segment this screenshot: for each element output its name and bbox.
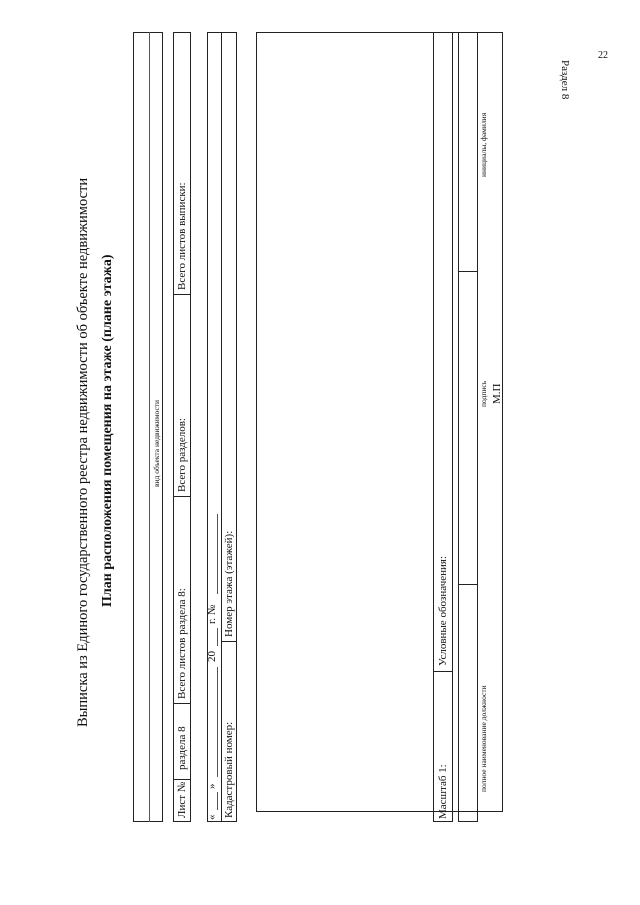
cadastral-box bbox=[207, 32, 237, 822]
sheet-row-divider bbox=[173, 294, 191, 295]
plan-title: План расположения помещения на этаже (плане этажа) bbox=[100, 254, 115, 607]
page-number: 22 bbox=[598, 50, 608, 61]
signature-caption: подпись bbox=[479, 380, 488, 407]
cadastral-divider bbox=[221, 32, 222, 822]
object-type-caption: вид объекта недвижимости bbox=[152, 399, 161, 487]
signature-divider bbox=[458, 584, 478, 585]
sheet-row-divider bbox=[173, 703, 191, 704]
legend-label: Условные обозначения: bbox=[437, 555, 449, 666]
section-label: Раздел 8 bbox=[559, 60, 571, 100]
year-prefix: 20 bbox=[206, 651, 218, 662]
object-type-underline bbox=[149, 32, 150, 822]
position-caption: полное наименование должности bbox=[479, 685, 488, 792]
signature-row bbox=[458, 32, 478, 822]
document-title: Выписка из Единого государственного реестра недвижимости об объекте недвижимости bbox=[75, 177, 91, 727]
scale-legend-row bbox=[433, 32, 453, 822]
signature-divider bbox=[458, 271, 478, 272]
document-frame bbox=[70, 32, 600, 822]
year-number-label: г. № bbox=[206, 604, 218, 624]
scale-label: Масштаб 1: bbox=[437, 764, 449, 819]
total-sections-label: Всего разделов: bbox=[176, 418, 188, 492]
cadastral-column-divider bbox=[221, 641, 237, 642]
date-close-quote: » bbox=[206, 783, 218, 789]
section-number-label: раздела 8 bbox=[176, 726, 188, 770]
stamp-label: М.П bbox=[491, 383, 503, 404]
scale-legend-divider bbox=[433, 671, 453, 672]
date-open-quote: « bbox=[206, 814, 218, 820]
total-sheets-extract-label: Всего листов выписки: bbox=[176, 182, 188, 290]
sheet-row-divider bbox=[173, 779, 191, 780]
sheet-row-divider bbox=[173, 496, 191, 497]
total-sheets-section-label: Всего листов раздела 8: bbox=[176, 588, 188, 699]
cadastral-number-label: Кадастровый номер: bbox=[223, 721, 235, 818]
sheet-number-label: Лист № bbox=[176, 781, 188, 818]
floor-number-label: Номер этажа (этажей): bbox=[223, 530, 235, 637]
initials-caption: инициалы, фамилия bbox=[479, 112, 488, 177]
